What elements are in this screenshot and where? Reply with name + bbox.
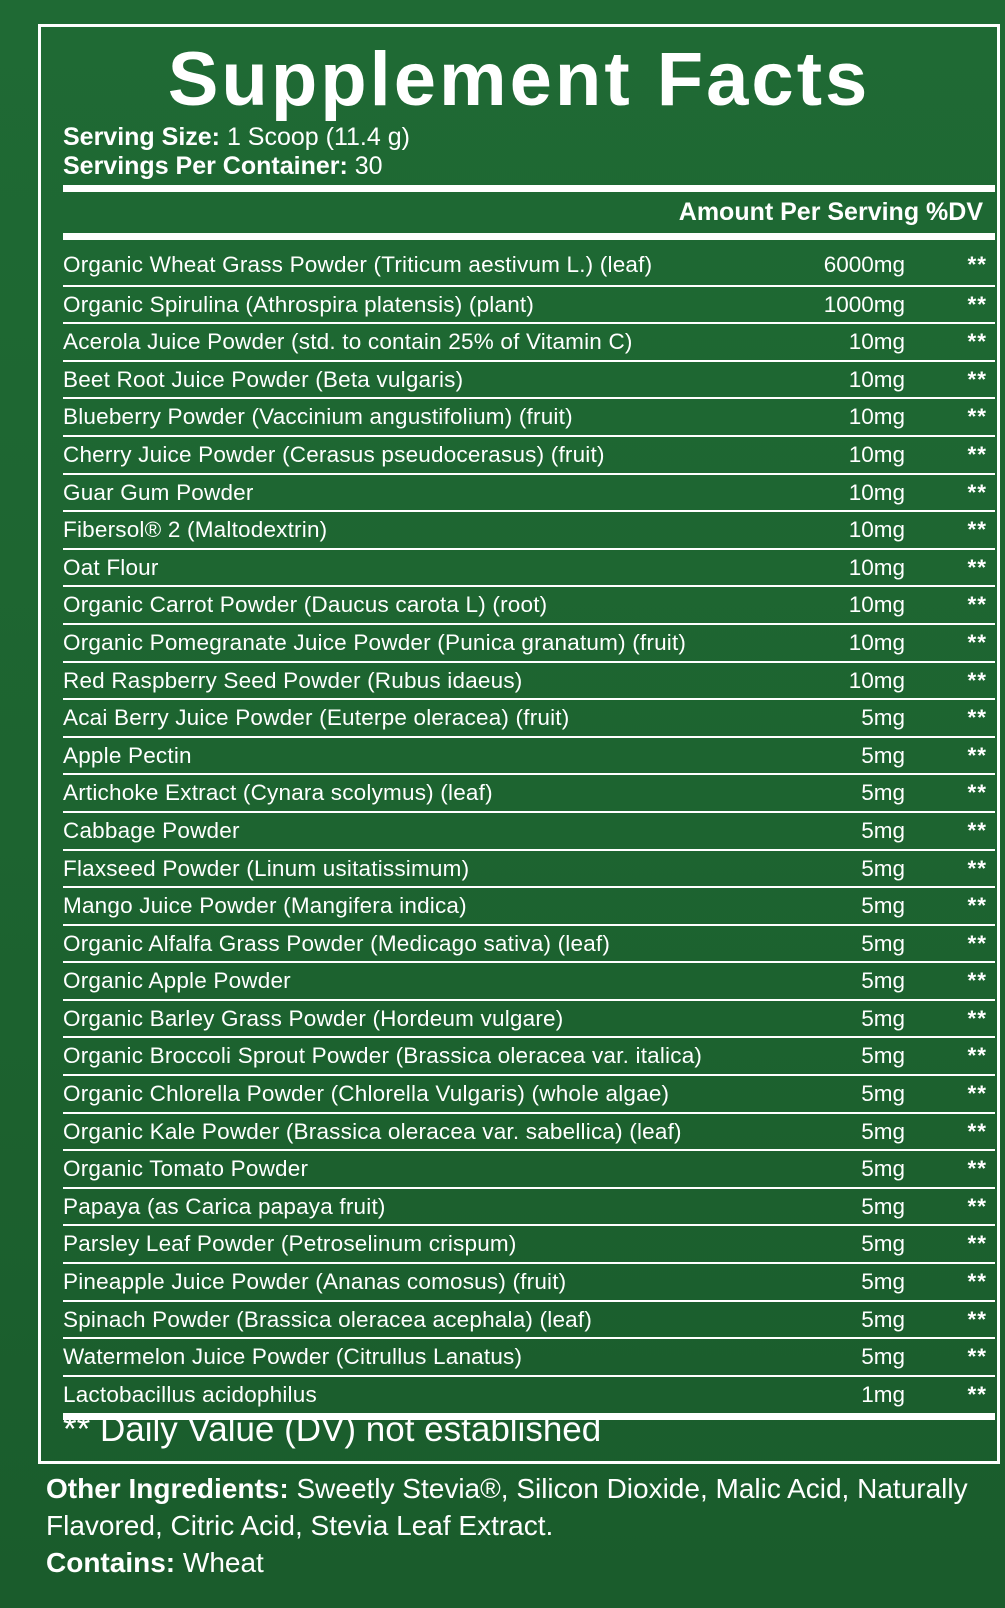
- ingredient-dv: **: [967, 893, 987, 919]
- table-row: [63, 510, 995, 548]
- ingredient-dv: **: [967, 1043, 987, 1069]
- ingredient-name: Mango Juice Powder (Mangifera indica): [63, 893, 467, 919]
- ingredient-amount: 5mg: [861, 855, 905, 881]
- other-ingredients: [46, 1470, 996, 1581]
- divider-thick: [63, 233, 995, 240]
- table-row: [63, 698, 995, 736]
- ingredient-amount: 10mg: [848, 366, 905, 392]
- ingredient-name: Acerola Juice Powder (std. to contain 25% of Vitamin C): [63, 329, 633, 355]
- ingredient-dv: **: [967, 1156, 987, 1182]
- table-row: [63, 1149, 995, 1187]
- ingredient-name: Lactobacillus acidophilus: [63, 1381, 317, 1407]
- dv-footnote: ** Daily Value (DV) not established: [63, 1410, 602, 1449]
- ingredient-amount: 10mg: [848, 329, 905, 355]
- ingredient-dv: **: [967, 1193, 987, 1219]
- ingredient-amount: 5mg: [861, 1306, 905, 1332]
- other-ingredients-label: Other Ingredients:: [46, 1473, 289, 1504]
- table-row: [63, 397, 995, 435]
- ingredient-name: Fibersol® 2 (Maltodextrin): [63, 517, 328, 543]
- ingredient-dv: **: [967, 366, 987, 392]
- servings-per-container-line: [63, 152, 410, 181]
- ingredient-dv: **: [967, 817, 987, 843]
- table-row: [63, 322, 995, 360]
- ingredient-name: Parsley Leaf Powder (Petroselinum crispum): [63, 1231, 517, 1257]
- ingredient-amount: 5mg: [861, 1043, 905, 1069]
- ingredient-dv: **: [967, 742, 987, 768]
- ingredient-amount: 5mg: [861, 1005, 905, 1031]
- ingredient-amount: 10mg: [848, 479, 905, 505]
- table-row: [63, 623, 995, 661]
- ingredient-dv: **: [967, 1306, 987, 1332]
- ingredient-name: Organic Broccoli Sprout Powder (Brassica oleracea var. italica): [63, 1043, 703, 1069]
- column-header: Amount Per Serving %DV: [678, 198, 983, 226]
- table-row: [63, 473, 995, 511]
- ingredient-name: Organic Spirulina (Athrospira platensis) (plant): [63, 291, 535, 317]
- ingredient-amount: 5mg: [861, 930, 905, 956]
- ingredient-name: Organic Chlorella Powder (Chlorella Vulgaris) (whole algae): [63, 1081, 670, 1107]
- servings-label: Servings Per Container:: [63, 152, 348, 180]
- divider-thick: [63, 185, 995, 192]
- ingredient-dv: **: [967, 705, 987, 731]
- ingredient-amount: 5mg: [861, 893, 905, 919]
- serving-size-line: [63, 123, 410, 152]
- ingredient-name: Organic Apple Powder: [63, 968, 291, 994]
- table-row: [63, 1300, 995, 1338]
- ingredient-amount: 5mg: [861, 705, 905, 731]
- ingredient-amount: 10mg: [848, 441, 905, 467]
- ingredient-name: Spinach Powder (Brassica oleracea acephala) (leaf): [63, 1306, 593, 1332]
- servings-value: 30: [354, 152, 383, 180]
- ingredient-dv: **: [967, 855, 987, 881]
- table-row: [63, 999, 995, 1037]
- ingredient-dv: **: [967, 930, 987, 956]
- ingredient-amount: 10mg: [848, 592, 905, 618]
- ingredient-dv: **: [967, 1231, 987, 1257]
- ingredient-dv: **: [967, 968, 987, 994]
- ingredient-amount: 5mg: [861, 1156, 905, 1182]
- contains-text: Wheat: [175, 1547, 264, 1578]
- ingredient-amount: 5mg: [861, 1193, 905, 1219]
- ingredient-name: Oat Flour: [63, 554, 159, 580]
- table-row: [63, 285, 995, 323]
- ingredient-name: Organic Wheat Grass Powder (Triticum aestivum L.) (leaf): [63, 252, 653, 277]
- table-row: [63, 1262, 995, 1300]
- table-row: [63, 247, 995, 285]
- contains-label: Contains:: [46, 1547, 176, 1578]
- ingredient-dv: **: [967, 441, 987, 467]
- ingredient-amount: 5mg: [861, 1269, 905, 1295]
- ingredient-dv: **: [967, 1005, 987, 1031]
- ingredient-amount: 10mg: [848, 667, 905, 693]
- ingredient-name: Guar Gum Powder: [63, 479, 254, 505]
- serving-size-value: 1 Scoop (11.4 g): [226, 123, 410, 151]
- ingredient-dv: **: [967, 1118, 987, 1144]
- table-row: [63, 811, 995, 849]
- table-row: [63, 585, 995, 623]
- ingredient-name: Cherry Juice Powder (Cerasus pseudocerasus) (fruit): [63, 441, 605, 467]
- table-row: [63, 924, 995, 962]
- ingredient-amount: 5mg: [861, 817, 905, 843]
- table-row: [63, 661, 995, 699]
- panel-title: Supplement Facts: [167, 37, 871, 122]
- ingredient-dv: **: [967, 517, 987, 543]
- ingredient-dv: **: [967, 1381, 987, 1407]
- ingredient-dv: **: [967, 780, 987, 806]
- ingredient-name: Pineapple Juice Powder (Ananas comosus) (fruit): [63, 1269, 567, 1295]
- ingredient-amount: 10mg: [848, 517, 905, 543]
- ingredient-dv: **: [967, 1081, 987, 1107]
- table-row: [63, 1074, 995, 1112]
- ingredient-name: Flaxseed Powder (Linum usitatissimum): [63, 855, 470, 881]
- ingredient-amount: 1000mg: [823, 291, 905, 317]
- ingredient-dv: **: [967, 252, 987, 277]
- serving-size-label: Serving Size:: [63, 123, 220, 151]
- other-ingredients-text: Sweetly Stevia®, Silicon Dioxide, Malic Acid, Naturally Flavored, Citric Acid, Stevia Leaf Extract.: [46, 1473, 968, 1541]
- table-row: [63, 548, 995, 586]
- ingredient-amount: 10mg: [848, 404, 905, 430]
- ingredient-amount: 5mg: [861, 1081, 905, 1107]
- table-row: [63, 1375, 995, 1413]
- ingredient-dv: **: [967, 1344, 987, 1370]
- ingredient-name: Red Raspberry Seed Powder (Rubus idaeus): [63, 667, 523, 693]
- ingredient-dv: **: [967, 479, 987, 505]
- ingredient-amount: 1mg: [861, 1381, 905, 1407]
- ingredient-dv: **: [967, 1269, 987, 1295]
- table-row: [63, 1337, 995, 1375]
- ingredient-name: Organic Carrot Powder (Daucus carota L) (root): [63, 592, 548, 618]
- table-row: [63, 1036, 995, 1074]
- ingredient-amount: 5mg: [861, 742, 905, 768]
- ingredient-amount: 5mg: [861, 1231, 905, 1257]
- table-row: [63, 435, 995, 473]
- ingredient-table: [63, 247, 995, 1412]
- serving-info: [63, 123, 410, 181]
- table-row: [63, 1112, 995, 1150]
- other-ingredients-line: [46, 1470, 996, 1544]
- ingredient-amount: 10mg: [848, 629, 905, 655]
- ingredient-name: Organic Kale Powder (Brassica oleracea var. sabellica) (leaf): [63, 1118, 682, 1144]
- ingredient-dv: **: [967, 592, 987, 618]
- table-row: [63, 736, 995, 774]
- ingredient-name: Cabbage Powder: [63, 817, 240, 843]
- table-row: [63, 849, 995, 887]
- table-row: [63, 773, 995, 811]
- ingredient-amount: 10mg: [848, 554, 905, 580]
- table-row: [63, 1224, 995, 1262]
- table-row: [63, 886, 995, 924]
- table-row: [63, 961, 995, 999]
- ingredient-name: Beet Root Juice Powder (Beta vulgaris): [63, 366, 464, 392]
- ingredient-dv: **: [967, 329, 987, 355]
- ingredient-dv: **: [967, 404, 987, 430]
- ingredient-name: Blueberry Powder (Vaccinium angustifolium) (fruit): [63, 404, 573, 430]
- ingredient-dv: **: [967, 554, 987, 580]
- ingredient-amount: 6000mg: [823, 252, 905, 277]
- ingredient-name: Apple Pectin: [63, 742, 192, 768]
- ingredient-amount: 5mg: [861, 1344, 905, 1370]
- ingredient-dv: **: [967, 629, 987, 655]
- ingredient-name: Artichoke Extract (Cynara scolymus) (leaf): [63, 780, 493, 806]
- supplement-facts-panel: [38, 24, 1000, 1464]
- contains-line: [46, 1544, 996, 1581]
- ingredient-amount: 5mg: [861, 968, 905, 994]
- table-row: [63, 360, 995, 398]
- ingredient-name: Acai Berry Juice Powder (Euterpe oleracea) (fruit): [63, 705, 570, 731]
- ingredient-dv: **: [967, 291, 987, 317]
- table-row: [63, 1187, 995, 1225]
- ingredient-name: Organic Tomato Powder: [63, 1156, 309, 1182]
- ingredient-amount: 5mg: [861, 780, 905, 806]
- ingredient-name: Organic Barley Grass Powder (Hordeum vulgare): [63, 1005, 564, 1031]
- ingredient-name: Organic Pomegranate Juice Powder (Punica granatum) (fruit): [63, 629, 687, 655]
- ingredient-name: Organic Alfalfa Grass Powder (Medicago sativa) (leaf): [63, 930, 611, 956]
- ingredient-amount: 5mg: [861, 1118, 905, 1144]
- ingredient-dv: **: [967, 667, 987, 693]
- ingredient-name: Papaya (as Carica papaya fruit): [63, 1193, 386, 1219]
- ingredient-name: Watermelon Juice Powder (Citrullus Lanatus): [63, 1344, 523, 1370]
